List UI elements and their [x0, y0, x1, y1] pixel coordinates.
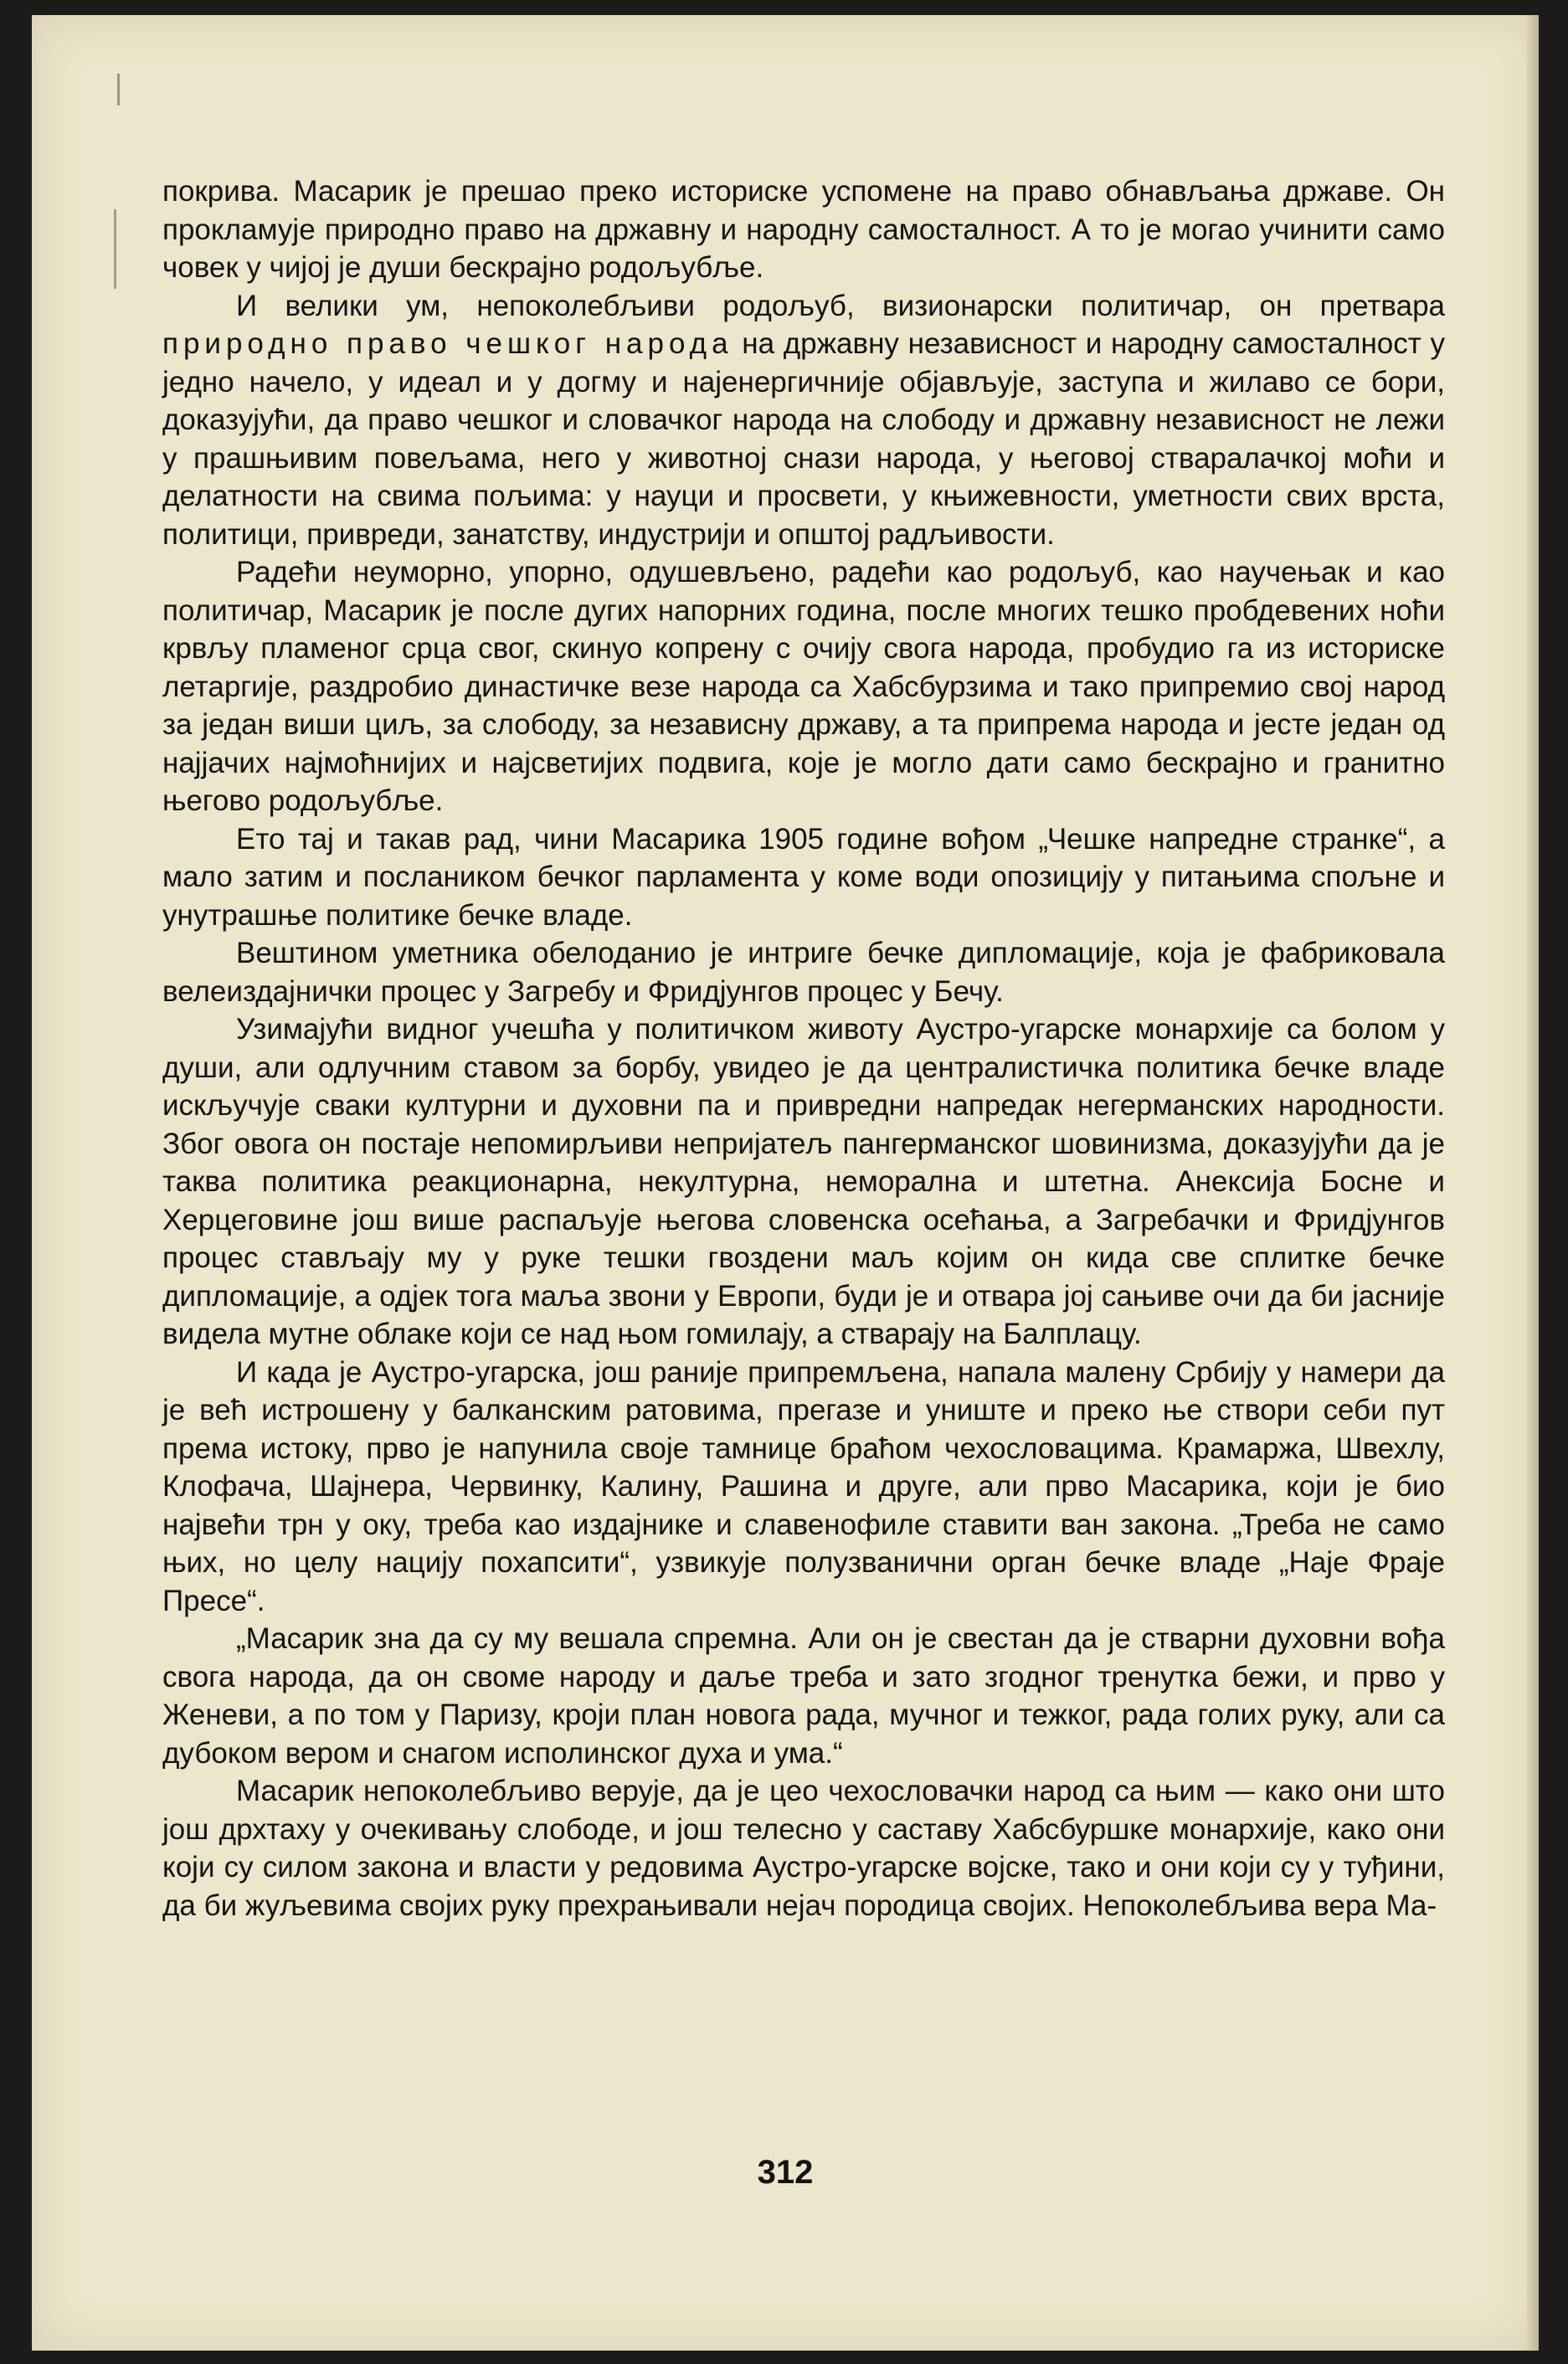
paragraph: Ето тај и такав рад, чини Масарика 1905 године вођом „Чешке напредне странке“, а мало затим и послаником бечког парламента у коме води опозицију у питањима спољне и унутрашње политике бечке владе. [162, 822, 1445, 932]
scan-mark [117, 74, 120, 105]
body-text [162, 172, 1445, 1925]
paragraph: Вештином уметника обелоданио је интриге бечке дипломације, која је фабриковала велеиздајнички процес у Загребу и Фридјунгов процес у Бечу. [162, 937, 1445, 1008]
paragraph: И када је Аустро-угарска, још раније припремљена, напала малену Србију у намери да је већ истрошену у балканским ратовима, прегазе и униште и преко ње створи себи пут према истоку, прво је напунила своје тамнице браћом чехословацима. Крамаржа, Швехлу, Клофача, Шајнера, Червинку, Калину, Рашина и друге, али прво Масарика, који је био највећи трн у оку, треба као издајнике и славенофиле ставити ван закона. „Треба не само њих, но целу нацију похапсити“, узвикује полузванични орган бечке владе „Најe Фраје Пресе“. [162, 1355, 1445, 1617]
page-edge [1527, 15, 1539, 2351]
paragraph: Масарик непоколебљиво верује, да је цео чехословачки народ са њим — како они што још дрхтаху у очекивању слободе, и још телесно у саставу Хабсбуршке монархије, како они који су силом закона и власти у редовима Аустро-угарске војске, тако и они који су у туђини, да би жуљевима својих руку прехрањивали нејач породица својих. Непоколебљива вера Ма- [162, 1775, 1445, 1922]
paragraph: покрива. Масарик је прешао преко историске успомене на право обнављања државе. Он прокламује природно право на државну и народну самосталност. А то је могао учинити само човек у чијој је души бескрајно родољубље. [162, 175, 1445, 284]
page-number: 312 [757, 2154, 814, 2191]
text-run: И велики ум, непоколебљиви родољуб, визионарски политичар, он претвара [236, 289, 1445, 322]
paragraph: „Масарик зна да су му вешала спремна. Али он је свестан да је стварни духовни вођа свога народа, да он своме народу и даље треба и зато згодног тренутка бежи, и прво у Женеви, а по том у Паризу, кроји план новога рада, мучног и тежког, рада голих руку, али са дубоком вером и снагом исполинског духа и ума.“ [162, 1622, 1445, 1770]
emphasized-text: природно право чешког народа [162, 327, 733, 360]
book-page [32, 15, 1539, 2351]
paragraph: Узимајући видног учешћа у политичком животу Аустро-угарске монархије са болом у души, али одлучним ставом за борбу, увидео је да централистичка политика бечке владе искључује сваки културни и духовни па и привредни напредак негерманских народности. Због овога он постаје непомирљиви непријатељ пангерманског шовинизма, доказујући да је таква политика реакционарна, некултурна, неморална и штетна. Анексија Босне и Херцеговине још више распаљује његова словенска осећања, а Загребачки и Фридјунгов процес стављају му у руке тешки гвоздени маљ којим он кида све сплитке бечке дипломације, а одјек тога маља звони у Европи, буди је и отвара јој сањиве очи да би јасније видела мутне облаке који се над њом гомилају, а стварају на Балплацу. [162, 1013, 1445, 1350]
paragraph: Радећи неуморно, упорно, одушевљено, радећи као родољуб, као научењак и као политичар, Масарик је после дугих напорних година, после многих тешко пробдевених ноћи крвљу пламеног срца свог, скинуо копрену с очију свога народа, пробудио га из историске летаргије, раздробио династичке везе народа са Хабсбурзима и тако припремио свој народ за један виши циљ, за слободу, за независну државу, а та припрема народа и јесте један од најјачих најмоћнијих и најсветијих подвига, које је могло дати само бескрајно и гранитно његово родољубље. [162, 556, 1445, 817]
text-run: на државну независност и народну самосталност у једно начело, у идеал и у догму и најенергичније објављује, заступа и жилаво се бори, доказујући, да право чешког и словачког народа на слободу и државну независност не лежи у прашњивим повељама, него у животној снази народа, у његовој стваралачкој моћи и делатности на свима пољима: у науци и просвети, у књижевности, уметности свих врста, политици, привреди, занатству, индустрији и општој радљивости. [162, 327, 1445, 551]
scan-mark-side [114, 209, 116, 289]
paragraph [162, 287, 1445, 554]
